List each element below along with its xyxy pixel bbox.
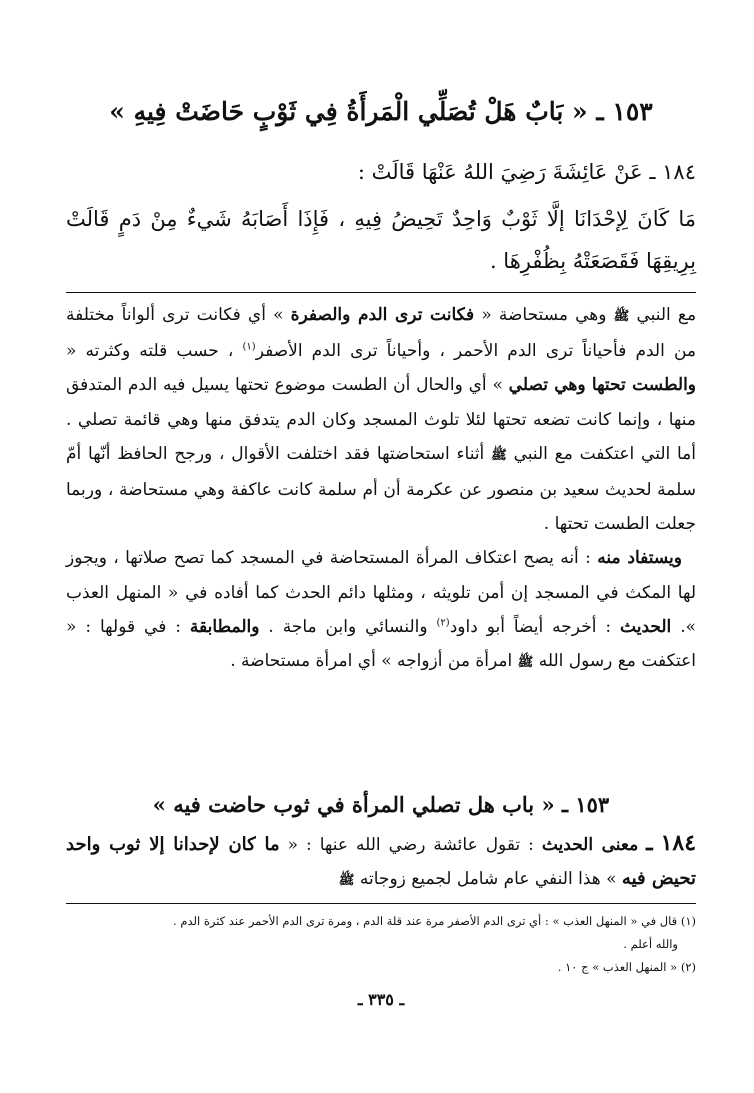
chapter-dash: ـ: [596, 97, 604, 126]
salawat-glyph: ﷺ: [613, 309, 630, 324]
section-label: والمطابقة: [189, 616, 260, 637]
commentary-paragraph-2: ويستفاد منه : أنه يصح اعتكاف المرأة المستحاضة في المسجد كما تصح صلاتها ، ويجوز لها المكث في المسجد إن أمن تلويثه ، ومثلها دائم الحدث كما أفاده في « المنهل العذب ». الحديث : أخرجه أيضاً أبو داود$^{(٢)}$ والنسائي وابن ماجة . والمطابقة : في قولها : « اعتكفت مع رسول الله ﷺ امرأة من أزواجه » أي امرأة مستحاضة .: [66, 548, 697, 672]
hadith-text: مَا كَانَ لِإحْدَانَا إلَّا ثَوْبٌ وَاحِدٌ تَحِيضُ فِيهِ ، فَإِذَا أَصَابَهُ شَيءٌ مِنْ دَمٍ قَالَتْ بِرِيقِهَا فَقَصَعَتْهُ بِظُفْرِهَا .: [66, 207, 696, 273]
footnote-1: (١) قال في « المنهل العذب » : أي ترى الدم الأصفر مرة عند قلة الدم ، ومرة ترى الدم الأحمر عند كثرة الدم .: [173, 914, 696, 928]
footnote-rule: [66, 903, 696, 904]
commentary-paragraph-1: مع النبي ﷺ وهي مستحاضة « فكانت ترى الدم والصفرة » أي فكانت ترى ألواناً مختلفة من الدم فأحياناً ترى الدم الأحمر ، وأحياناً ترى الدم الأصفر$^{(١)}$ ، حسب قلته وكثرته « والطست تحتها وهي تصلي » أي والحال أن الطست موضوع تحتها يسيل فيه الدم المتدفق منها ، وإنما كانت تضعه تحتها لئلا تلوث المسجد وكان الدم يتدفق منها وهي قائمة تصلي . أما التي اعتكفت مع النبي ﷺ أثناء استحاضتها فقد اختلفت الأقوال ، ورجح الحافظ أنّها أمّ سلمة لحديث سعيد بن منصور عن عكرمة أن أم سلمة كانت عاكفة وهي مستحاضة ، وربما جعلت الطست تحتها .: [66, 305, 697, 535]
meaning-number: ١٨٤: [660, 830, 697, 856]
meaning-label: معنى الحديث: [541, 835, 639, 855]
chapter-heading: [66, 92, 696, 132]
hadith-dash: ـ: [649, 160, 656, 184]
section-title-text: « باب هل تصلي المرأة في ثوب حاضت فيه »: [152, 792, 555, 817]
salawat-glyph: ﷺ: [338, 873, 355, 888]
section-label: الحديث: [620, 616, 672, 637]
footnotes: [66, 910, 696, 979]
book-page: [66, 0, 696, 1093]
hadith-narrator: عَنْ عَائِشَةَ رَضِيَ اللهُ عَنْهَا قَالَتْ :: [357, 160, 643, 184]
quote-bold: فكانت ترى الدم والصفرة: [290, 305, 475, 325]
footnote-1-cont: والله أعلم .: [623, 937, 678, 951]
hadith-intro: [66, 152, 696, 192]
hadith-divider: [66, 292, 696, 293]
meaning-quote: ما كان لإحدانا إلا ثوب واحد تحيض فيه: [66, 834, 696, 889]
section-number: ١٥٣: [575, 792, 610, 817]
quote-bold: والطست تحتها وهي تصلي: [508, 375, 697, 396]
section-heading: [66, 785, 696, 825]
commentary: [66, 298, 696, 680]
salawat-glyph: ﷺ: [517, 655, 534, 671]
salawat-glyph: ﷺ: [491, 447, 507, 463]
section-label: ويستفاد منه: [597, 548, 682, 569]
section-dash: ـ: [561, 792, 569, 817]
page-number: ـ ٣٣٥ ـ: [357, 990, 405, 1009]
footnote-ref-1: (١): [242, 341, 256, 353]
hadith-meaning: ١٨٤ ـ معنى الحديث : تقول عائشة رضي الله عنها : « ما كان لإحدانا إلا ثوب واحد تحيض فيه » هذا النفي عام شامل لجميع زوجاته ﷺ: [66, 830, 697, 889]
footnote-2: (٢) « المنهل العذب » ج ١٠ .: [557, 960, 696, 974]
chapter-title-text: « بَابٌ هَلْ تُصَلِّي الْمَرأَةُ فِي ثَوْبٍ حَاضَتْ فِيهِ »: [109, 97, 588, 126]
chapter-number: ١٥٣: [612, 97, 653, 126]
hadith-number: ١٨٤: [662, 160, 696, 184]
footnote-ref-2: (٢): [436, 617, 450, 629]
